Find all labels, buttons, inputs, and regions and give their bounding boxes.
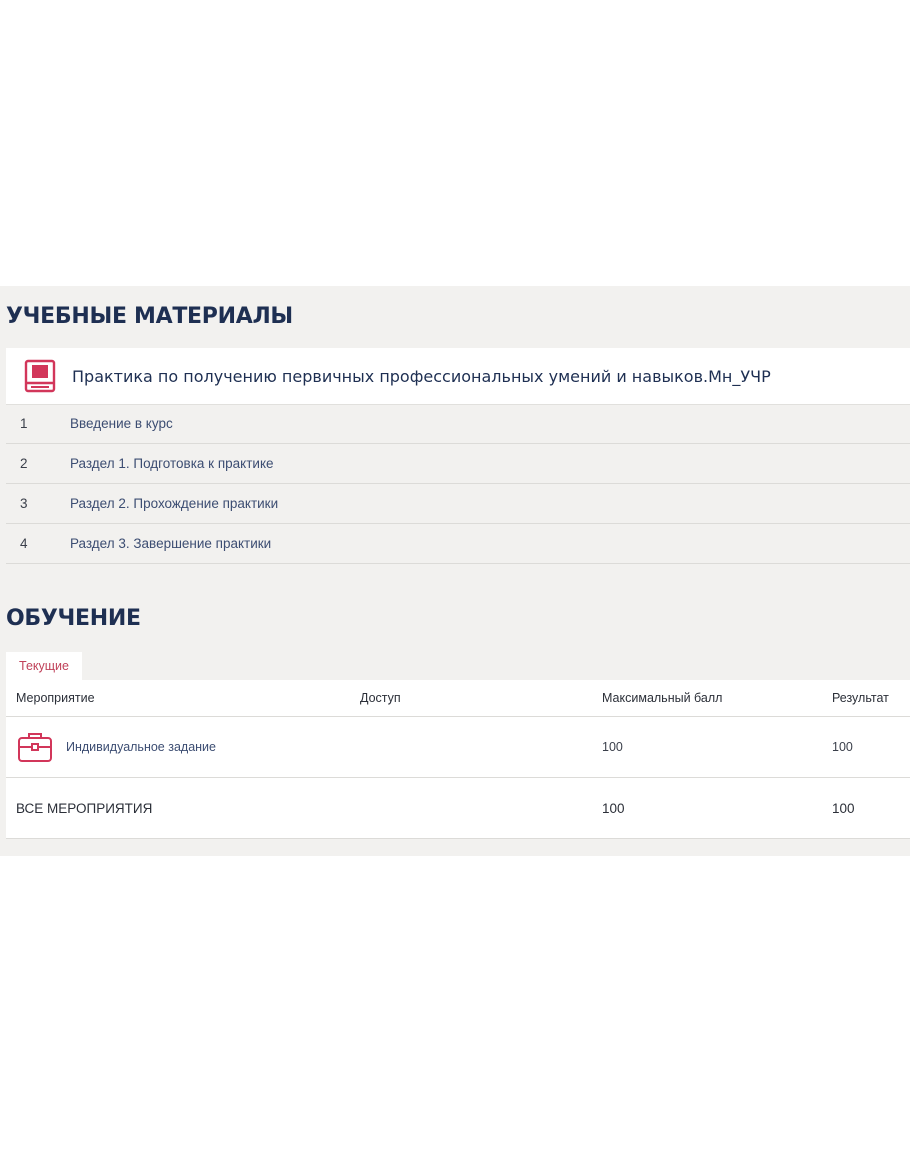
topic-row[interactable] [6, 404, 910, 444]
total-max-score: 100 [602, 800, 625, 816]
book-icon [22, 358, 58, 394]
column-header-result: Результат [832, 691, 889, 705]
topic-number: 2 [20, 456, 28, 471]
topic-list [6, 404, 910, 564]
column-header-max-score: Максимальный балл [602, 691, 723, 705]
content-panel [0, 286, 910, 856]
course-card[interactable] [6, 348, 910, 405]
total-result: 100 [832, 800, 855, 816]
activity-link[interactable]: Индивидуальное задание [66, 740, 216, 754]
table-total-row [6, 778, 910, 839]
topic-row[interactable] [6, 484, 910, 524]
result-cell: 100 [832, 740, 853, 754]
topic-number: 1 [20, 416, 28, 431]
topic-link[interactable]: Раздел 3. Завершение практики [70, 536, 272, 551]
course-title[interactable]: Практика по получению первичных профессиональных умений и навыков.Мн_УЧР [72, 366, 771, 386]
table-header [6, 680, 910, 717]
topic-link[interactable]: Раздел 2. Прохождение практики [70, 496, 279, 511]
tab-current[interactable]: Текущие [6, 652, 82, 680]
column-header-activity: Мероприятие [16, 691, 95, 705]
learning-heading: ОБУЧЕНИЕ [6, 606, 141, 631]
total-label: ВСЕ МЕРОПРИЯТИЯ [16, 800, 153, 816]
topic-link[interactable]: Раздел 1. Подготовка к практике [70, 456, 274, 471]
briefcase-icon [16, 728, 54, 766]
table-row[interactable] [6, 717, 910, 778]
topic-row[interactable] [6, 524, 910, 564]
materials-heading: УЧЕБНЫЕ МАТЕРИАЛЫ [6, 304, 293, 329]
max-score-cell: 100 [602, 740, 623, 754]
topic-number: 4 [20, 536, 28, 551]
topic-number: 3 [20, 496, 28, 511]
column-header-access: Доступ [360, 691, 401, 705]
activity-cell [16, 728, 216, 766]
activities-table [6, 680, 910, 839]
topic-row[interactable] [6, 444, 910, 484]
topic-link[interactable]: Введение в курс [70, 416, 173, 431]
